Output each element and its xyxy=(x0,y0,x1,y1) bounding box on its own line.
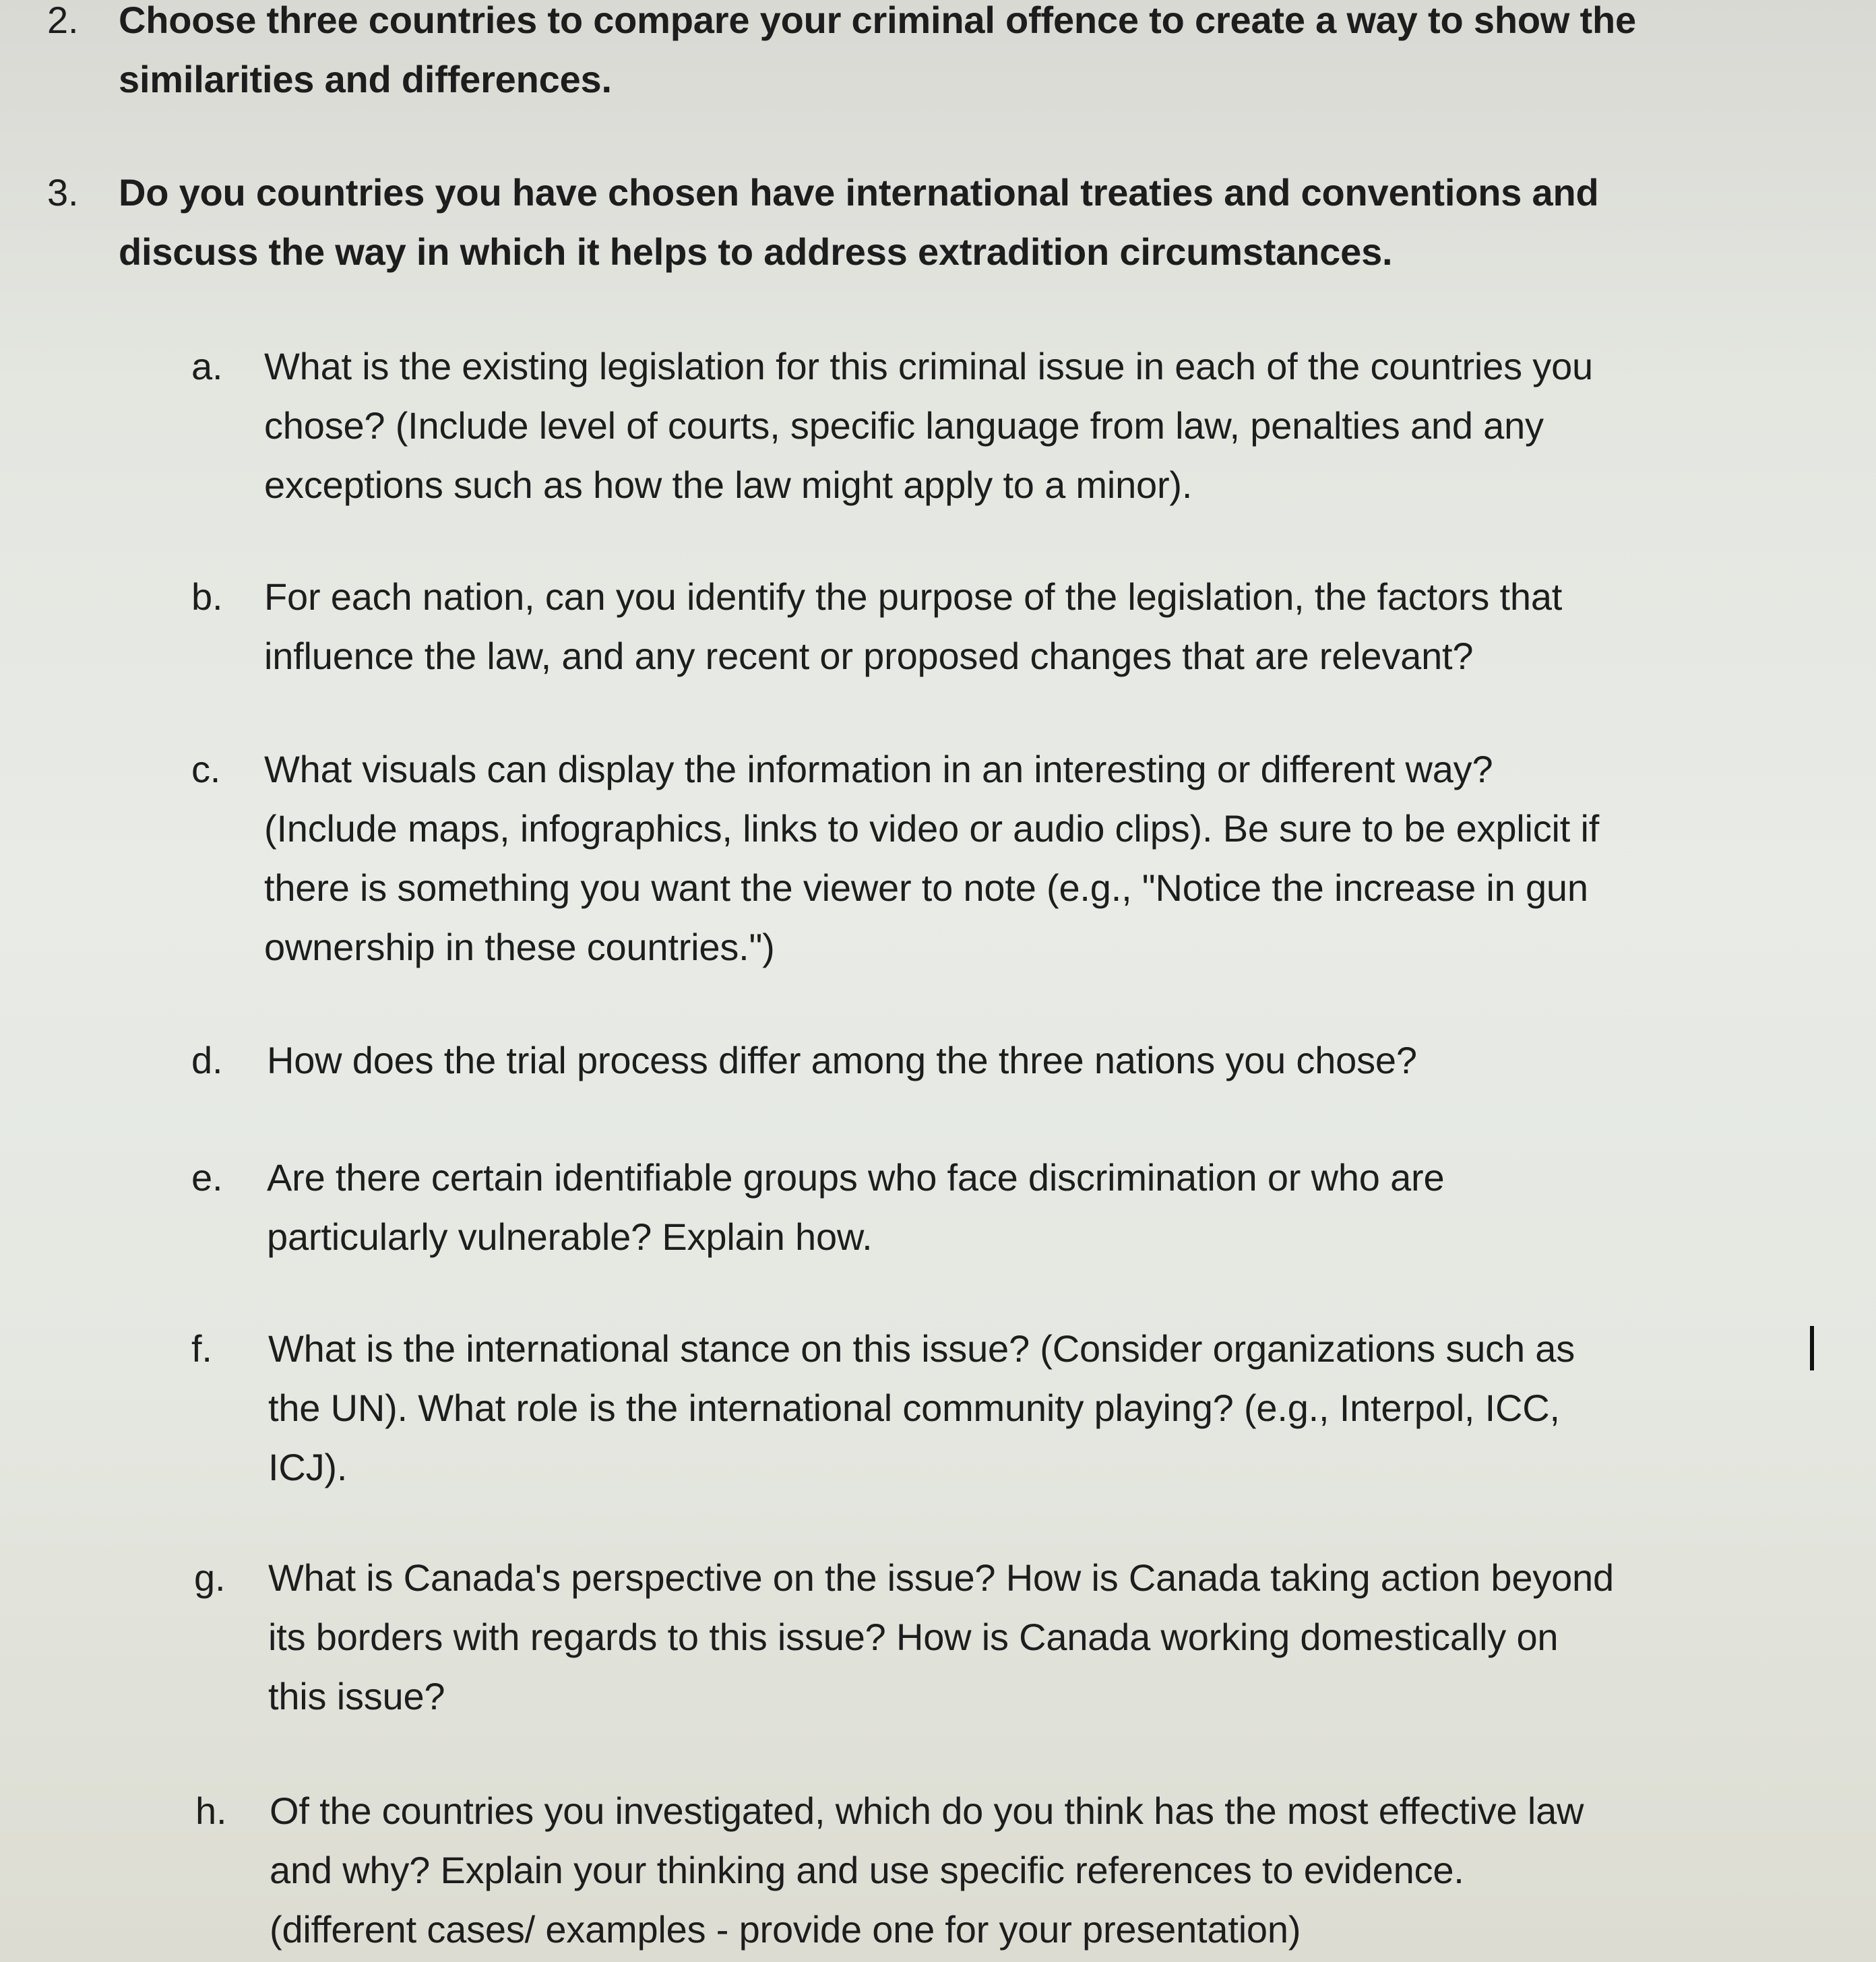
subquestion-text-line: ICJ). xyxy=(268,1446,348,1488)
subquestion-text-line: How does the trial process differ among the three nations you chose? xyxy=(267,1039,1417,1081)
subquestion-c xyxy=(0,740,1876,982)
subquestion-text-line: What is the existing legislation for this criminal issue in each of the countries you xyxy=(264,345,1593,387)
subquestion-text-line: influence the law, and any recent or proposed changes that are relevant? xyxy=(264,635,1474,677)
subquestion-e xyxy=(0,1148,1876,1269)
subquestion-h xyxy=(0,1781,1876,1962)
question-text-line: discuss the way in which it helps to address extradition circumstances. xyxy=(119,230,1393,273)
subquestion-letter: h. xyxy=(195,1790,227,1832)
subquestion-d xyxy=(0,1031,1876,1091)
subquestion-letter: f. xyxy=(191,1327,212,1370)
question-text-line: similarities and differences. xyxy=(119,58,612,100)
question-2 xyxy=(0,0,1876,112)
subquestion-f xyxy=(0,1319,1876,1501)
subquestion-text-line: chose? (Include level of courts, specific language from law, penalties and any xyxy=(264,404,1544,447)
question-text-line: Choose three countries to compare your criminal offence to create a way to show the xyxy=(119,0,1636,41)
subquestion-text-line: its borders with regards to this issue? How is Canada working domestically on xyxy=(268,1616,1559,1658)
subquestion-text-line: this issue? xyxy=(268,1675,445,1717)
subquestion-b xyxy=(0,567,1876,689)
subquestion-text-line: What is Canada's perspective on the issue? How is Canada taking action beyond xyxy=(268,1556,1614,1599)
subquestion-text-line: (Include maps, infographics, links to video or audio clips). Be sure to be explicit if xyxy=(264,807,1600,850)
question-number: 2. xyxy=(47,0,79,41)
subquestion-letter: g. xyxy=(194,1556,226,1599)
subquestion-letter: a. xyxy=(191,345,223,387)
subquestion-text-line: ownership in these countries.") xyxy=(264,926,775,968)
subquestion-text-line: (different cases/ examples - provide one for your presentation) xyxy=(270,1908,1301,1951)
question-text-line: Do you countries you have chosen have international treaties and conventions and xyxy=(119,171,1599,214)
subquestion-text-line: there is something you want the viewer to note (e.g., "Notice the increase in gun xyxy=(264,866,1588,909)
subquestion-text-line: particularly vulnerable? Explain how. xyxy=(267,1215,873,1258)
subquestion-text-line: the UN). What role is the international community playing? (e.g., Interpol, ICC, xyxy=(268,1387,1560,1429)
question-number: 3. xyxy=(47,171,79,214)
subquestion-letter: e. xyxy=(191,1156,223,1199)
question-3 xyxy=(0,163,1876,284)
subquestion-text-line: Are there certain identifiable groups who face discrimination or who are xyxy=(267,1156,1445,1199)
subquestion-g xyxy=(0,1548,1876,1730)
subquestion-letter: c. xyxy=(191,748,221,790)
subquestion-letter: d. xyxy=(191,1039,223,1081)
subquestion-text-line: exceptions such as how the law might apply to a minor). xyxy=(264,464,1193,506)
subquestion-text-line: What visuals can display the information in an interesting or different way? xyxy=(264,748,1493,790)
subquestion-text-line: Of the countries you investigated, which do you think has the most effective law xyxy=(270,1790,1584,1832)
subquestion-text-line: For each nation, can you identify the purpose of the legislation, the factors that xyxy=(264,575,1563,618)
subquestion-letter: b. xyxy=(191,575,223,618)
subquestion-text-line: What is the international stance on this issue? (Consider organizations such as xyxy=(268,1327,1575,1370)
text-cursor xyxy=(1810,1326,1814,1370)
subquestion-text-line: and why? Explain your thinking and use specific references to evidence. xyxy=(270,1849,1464,1891)
subquestion-a xyxy=(0,337,1876,519)
